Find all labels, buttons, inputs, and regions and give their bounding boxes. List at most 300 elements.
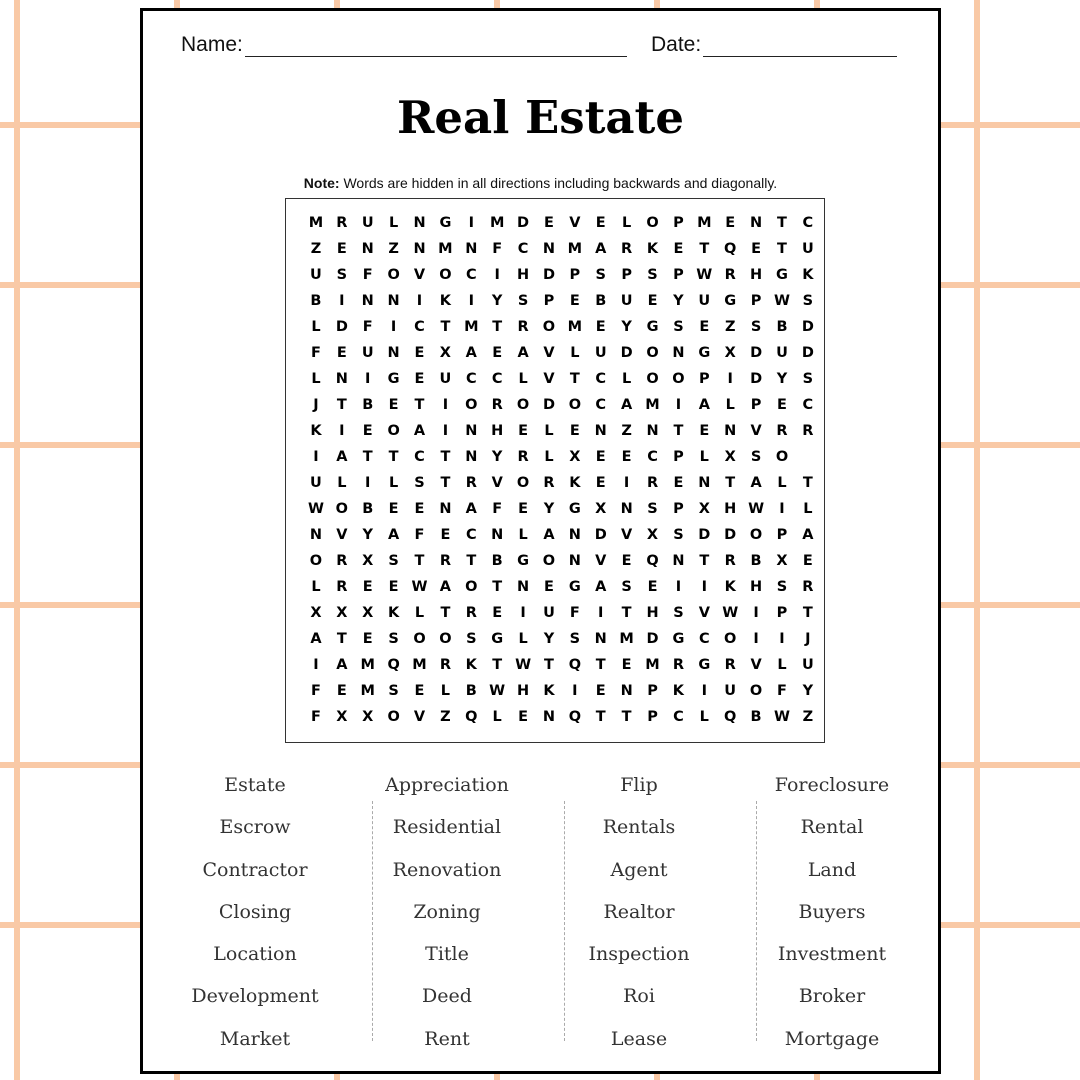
grid-letter[interactable]: N: [750, 215, 763, 231]
grid-letter[interactable]: T: [440, 319, 451, 335]
grid-letter[interactable]: X: [336, 709, 348, 725]
grid-letter[interactable]: S: [802, 293, 814, 309]
grid-letter[interactable]: I: [339, 423, 345, 439]
grid-letter[interactable]: E: [751, 241, 762, 257]
grid-letter[interactable]: D: [542, 397, 555, 413]
grid-letter[interactable]: P: [673, 267, 684, 283]
grid-letter[interactable]: O: [749, 683, 763, 699]
grid-letter[interactable]: T: [569, 371, 580, 387]
grid-letter[interactable]: O: [542, 319, 556, 335]
grid-letter[interactable]: A: [388, 527, 400, 543]
grid-letter[interactable]: X: [776, 553, 788, 569]
grid-letter[interactable]: U: [620, 293, 633, 309]
grid-letter[interactable]: N: [542, 241, 556, 257]
grid-letter[interactable]: D: [801, 345, 814, 361]
grid-letter[interactable]: Q: [387, 657, 400, 673]
grid-letter[interactable]: F: [492, 501, 503, 517]
grid-letter[interactable]: I: [494, 267, 500, 283]
grid-letter[interactable]: E: [777, 397, 787, 413]
grid-letter[interactable]: F: [492, 241, 503, 257]
grid-letter[interactable]: S: [673, 319, 684, 335]
name-blank-line[interactable]: [245, 34, 627, 57]
grid-letter[interactable]: I: [468, 215, 474, 231]
grid-letter[interactable]: S: [388, 683, 399, 699]
grid-letter[interactable]: Z: [802, 709, 814, 725]
grid-letter[interactable]: P: [647, 683, 658, 699]
grid-letter[interactable]: Q: [724, 241, 737, 257]
grid-letter[interactable]: P: [543, 293, 555, 309]
grid-letter[interactable]: W: [515, 657, 532, 673]
grid-letter[interactable]: E: [336, 683, 347, 699]
grid-letter[interactable]: T: [336, 397, 347, 413]
grid-letter[interactable]: O: [749, 527, 763, 543]
grid-letter[interactable]: X: [362, 605, 374, 621]
grid-letter[interactable]: R: [646, 475, 659, 491]
grid-letter[interactable]: E: [595, 683, 606, 699]
grid-letter[interactable]: B: [465, 683, 477, 699]
grid-letter[interactable]: E: [725, 215, 736, 231]
grid-letter[interactable]: M: [412, 657, 427, 673]
grid-letter[interactable]: L: [699, 449, 709, 465]
grid-letter[interactable]: S: [647, 267, 658, 283]
grid-letter[interactable]: Q: [568, 709, 582, 725]
grid-letter[interactable]: F: [362, 267, 373, 283]
grid-letter[interactable]: G: [491, 631, 504, 647]
grid-letter[interactable]: L: [518, 527, 528, 543]
grid-letter[interactable]: T: [595, 709, 606, 725]
grid-letter[interactable]: N: [646, 423, 659, 439]
grid-letter[interactable]: S: [569, 631, 581, 647]
grid-letter[interactable]: R: [543, 475, 555, 491]
grid-letter[interactable]: W: [411, 579, 428, 595]
grid-letter[interactable]: R: [491, 397, 503, 413]
grid-letter[interactable]: W: [722, 605, 739, 621]
grid-letter[interactable]: Y: [673, 293, 684, 309]
grid-letter[interactable]: I: [727, 371, 733, 387]
grid-letter[interactable]: E: [518, 423, 529, 439]
grid-letter[interactable]: T: [725, 475, 736, 491]
grid-letter[interactable]: R: [802, 423, 814, 439]
grid-letter[interactable]: T: [621, 605, 632, 621]
grid-letter[interactable]: V: [621, 527, 633, 543]
grid-letter[interactable]: I: [442, 397, 449, 413]
grid-letter[interactable]: I: [313, 657, 319, 673]
grid-letter[interactable]: E: [621, 449, 632, 465]
grid-letter[interactable]: F: [310, 683, 321, 699]
grid-letter[interactable]: L: [544, 449, 554, 465]
grid-letter[interactable]: R: [517, 319, 529, 335]
grid-letter[interactable]: N: [568, 553, 581, 569]
grid-letter[interactable]: A: [621, 397, 633, 413]
grid-letter[interactable]: H: [517, 683, 530, 699]
grid-letter[interactable]: O: [309, 553, 323, 569]
grid-letter[interactable]: N: [542, 709, 556, 725]
grid-letter[interactable]: C: [414, 449, 425, 465]
grid-letter[interactable]: V: [750, 657, 762, 673]
grid-letter[interactable]: L: [337, 475, 347, 491]
grid-letter[interactable]: G: [698, 657, 711, 673]
grid-letter[interactable]: H: [491, 423, 504, 439]
grid-letter[interactable]: N: [387, 293, 400, 309]
grid-letter[interactable]: K: [543, 683, 555, 699]
grid-letter[interactable]: L: [311, 579, 321, 595]
grid-letter[interactable]: A: [802, 527, 814, 543]
grid-letter[interactable]: O: [646, 371, 659, 387]
grid-letter[interactable]: F: [310, 709, 321, 725]
grid-letter[interactable]: E: [388, 501, 399, 517]
grid-letter[interactable]: E: [595, 319, 606, 335]
grid-letter[interactable]: K: [646, 241, 659, 257]
grid-letter[interactable]: D: [698, 527, 711, 543]
grid-letter[interactable]: B: [750, 709, 762, 725]
grid-letter[interactable]: T: [699, 553, 710, 569]
grid-letter[interactable]: N: [335, 371, 348, 387]
name-field[interactable]: [181, 33, 627, 57]
grid-letter[interactable]: W: [489, 683, 506, 699]
grid-letter[interactable]: O: [387, 423, 400, 439]
grid-letter[interactable]: V: [543, 371, 555, 387]
grid-letter[interactable]: A: [310, 631, 322, 647]
grid-letter[interactable]: T: [388, 449, 399, 465]
grid-letter[interactable]: T: [777, 215, 787, 231]
grid-letter[interactable]: R: [776, 423, 788, 439]
grid-letter[interactable]: L: [518, 631, 528, 647]
grid-letter[interactable]: B: [750, 553, 762, 569]
grid-letter[interactable]: I: [442, 423, 449, 439]
grid-letter[interactable]: P: [569, 267, 581, 283]
grid-letter[interactable]: [795, 444, 821, 470]
grid-letter[interactable]: M: [438, 241, 453, 257]
grid-letter[interactable]: L: [622, 215, 632, 231]
grid-letter[interactable]: A: [517, 345, 529, 361]
grid-letter[interactable]: U: [698, 293, 711, 309]
grid-letter[interactable]: E: [414, 345, 425, 361]
grid-letter[interactable]: Q: [646, 553, 659, 569]
grid-letter[interactable]: C: [465, 371, 477, 387]
grid-letter[interactable]: I: [701, 683, 707, 699]
grid-letter[interactable]: E: [647, 579, 658, 595]
grid-letter[interactable]: T: [362, 449, 373, 465]
grid-letter[interactable]: O: [646, 215, 659, 231]
grid-letter[interactable]: L: [311, 371, 321, 387]
grid-letter[interactable]: P: [673, 215, 684, 231]
grid-letter[interactable]: E: [492, 605, 503, 621]
grid-letter[interactable]: Z: [440, 709, 451, 725]
grid-letter[interactable]: D: [620, 345, 633, 361]
grid-letter[interactable]: Z: [388, 241, 399, 257]
grid-letter[interactable]: A: [698, 397, 710, 413]
grid-letter[interactable]: H: [724, 501, 737, 517]
grid-letter[interactable]: T: [673, 423, 684, 439]
grid-letter[interactable]: M: [360, 657, 375, 673]
grid-letter[interactable]: E: [647, 293, 658, 309]
grid-letter[interactable]: I: [779, 631, 785, 647]
grid-letter[interactable]: N: [698, 475, 711, 491]
grid-letter[interactable]: I: [753, 631, 759, 647]
grid-letter[interactable]: Y: [362, 527, 373, 543]
grid-letter[interactable]: O: [465, 397, 478, 413]
grid-letter[interactable]: E: [388, 397, 399, 413]
grid-letter[interactable]: Z: [724, 319, 736, 335]
grid-letter[interactable]: P: [673, 449, 684, 465]
grid-letter[interactable]: N: [594, 631, 607, 647]
grid-letter[interactable]: E: [414, 501, 425, 517]
grid-letter[interactable]: A: [595, 579, 607, 595]
grid-letter[interactable]: E: [336, 345, 347, 361]
grid-letter[interactable]: A: [543, 527, 555, 543]
grid-letter[interactable]: M: [645, 657, 660, 673]
grid-letter[interactable]: P: [776, 605, 788, 621]
grid-letter[interactable]: A: [465, 501, 477, 517]
grid-letter[interactable]: Q: [568, 657, 582, 673]
grid-letter[interactable]: C: [517, 241, 529, 257]
grid-letter[interactable]: X: [595, 501, 607, 517]
grid-letter[interactable]: Y: [543, 501, 555, 517]
grid-letter[interactable]: E: [388, 579, 399, 595]
grid-letter[interactable]: H: [750, 267, 763, 283]
grid-letter[interactable]: E: [362, 579, 373, 595]
grid-letter[interactable]: Y: [491, 449, 503, 465]
grid-letter[interactable]: V: [413, 267, 426, 283]
grid-letter[interactable]: D: [750, 371, 763, 387]
grid-letter[interactable]: S: [802, 371, 814, 387]
grid-letter[interactable]: F: [414, 527, 425, 543]
grid-letter[interactable]: I: [753, 605, 759, 621]
grid-letter[interactable]: N: [465, 423, 478, 439]
grid-letter[interactable]: J: [805, 631, 811, 647]
grid-letter[interactable]: E: [492, 345, 503, 361]
grid-letter[interactable]: M: [489, 215, 505, 231]
grid-letter[interactable]: K: [724, 579, 736, 595]
grid-letter[interactable]: A: [465, 345, 477, 361]
grid-letter[interactable]: C: [465, 527, 477, 543]
grid-letter[interactable]: I: [623, 475, 630, 491]
grid-letter[interactable]: L: [388, 215, 399, 231]
grid-letter[interactable]: R: [724, 657, 736, 673]
grid-letter[interactable]: M: [567, 241, 583, 257]
grid-letter[interactable]: E: [621, 657, 632, 673]
grid-letter[interactable]: O: [775, 449, 789, 465]
grid-letter[interactable]: B: [310, 293, 322, 309]
grid-letter[interactable]: E: [414, 683, 425, 699]
grid-letter[interactable]: D: [750, 345, 763, 361]
grid-letter[interactable]: U: [310, 267, 322, 283]
grid-letter[interactable]: W: [307, 501, 324, 517]
grid-letter[interactable]: N: [361, 241, 374, 257]
grid-letter[interactable]: S: [466, 631, 477, 647]
grid-letter[interactable]: A: [413, 423, 426, 439]
grid-letter[interactable]: I: [675, 397, 682, 413]
grid-letter[interactable]: G: [387, 371, 400, 387]
grid-letter[interactable]: O: [335, 501, 348, 517]
grid-letter[interactable]: U: [439, 371, 452, 387]
grid-letter[interactable]: V: [595, 553, 607, 569]
grid-letter[interactable]: E: [414, 371, 425, 387]
grid-letter[interactable]: R: [336, 215, 348, 231]
grid-letter[interactable]: S: [595, 267, 606, 283]
grid-letter[interactable]: T: [492, 657, 503, 673]
grid-letter[interactable]: V: [491, 475, 503, 491]
grid-letter[interactable]: V: [413, 709, 426, 725]
grid-letter[interactable]: X: [724, 345, 736, 361]
grid-letter[interactable]: M: [567, 319, 583, 335]
grid-letter[interactable]: L: [311, 319, 321, 335]
grid-letter[interactable]: U: [801, 657, 814, 673]
grid-letter[interactable]: U: [361, 345, 374, 361]
grid-letter[interactable]: L: [777, 475, 787, 491]
grid-letter[interactable]: H: [750, 579, 763, 595]
grid-letter[interactable]: G: [672, 631, 685, 647]
grid-letter[interactable]: H: [517, 267, 530, 283]
grid-letter[interactable]: P: [750, 293, 762, 309]
grid-letter[interactable]: I: [339, 293, 345, 309]
grid-letter[interactable]: G: [776, 267, 788, 283]
grid-letter[interactable]: S: [517, 293, 529, 309]
grid-letter[interactable]: G: [646, 319, 659, 335]
grid-letter[interactable]: E: [336, 241, 347, 257]
grid-letter[interactable]: O: [568, 397, 582, 413]
grid-letter[interactable]: R: [724, 553, 736, 569]
grid-letter[interactable]: N: [387, 345, 400, 361]
grid-letter[interactable]: B: [491, 553, 503, 569]
grid-letter[interactable]: N: [465, 241, 478, 257]
grid-letter[interactable]: U: [801, 241, 814, 257]
grid-letter[interactable]: K: [802, 267, 814, 283]
grid-letter[interactable]: G: [568, 501, 581, 517]
grid-letter[interactable]: S: [647, 501, 658, 517]
grid-letter[interactable]: T: [440, 475, 451, 491]
grid-letter[interactable]: G: [698, 345, 711, 361]
grid-letter[interactable]: E: [802, 553, 813, 569]
grid-letter[interactable]: V: [698, 605, 710, 621]
grid-letter[interactable]: T: [492, 579, 503, 595]
grid-letter[interactable]: X: [569, 449, 581, 465]
grid-letter[interactable]: I: [313, 449, 319, 465]
grid-letter[interactable]: N: [620, 501, 633, 517]
grid-letter[interactable]: E: [518, 501, 529, 517]
grid-letter[interactable]: T: [802, 605, 813, 621]
grid-letter[interactable]: K: [465, 657, 477, 673]
grid-letter[interactable]: R: [439, 657, 451, 673]
grid-letter[interactable]: Q: [724, 709, 737, 725]
grid-letter[interactable]: E: [595, 449, 606, 465]
grid-letter[interactable]: M: [619, 631, 634, 647]
grid-letter[interactable]: X: [310, 605, 322, 621]
grid-letter[interactable]: N: [620, 683, 633, 699]
grid-letter[interactable]: C: [673, 709, 684, 725]
grid-letter[interactable]: T: [777, 241, 787, 257]
grid-letter[interactable]: P: [673, 501, 684, 517]
grid-letter[interactable]: K: [310, 423, 322, 439]
grid-letter[interactable]: E: [673, 475, 684, 491]
grid-letter[interactable]: I: [416, 293, 423, 309]
grid-letter[interactable]: L: [440, 683, 451, 699]
grid-letter[interactable]: Q: [465, 709, 478, 725]
grid-letter[interactable]: S: [336, 267, 348, 283]
grid-letter[interactable]: C: [802, 397, 814, 413]
grid-letter[interactable]: U: [724, 683, 737, 699]
grid-letter[interactable]: O: [465, 579, 478, 595]
grid-letter[interactable]: O: [516, 397, 530, 413]
grid-letter[interactable]: D: [517, 215, 530, 231]
grid-letter[interactable]: C: [647, 449, 658, 465]
grid-letter[interactable]: Y: [802, 683, 814, 699]
grid-letter[interactable]: L: [518, 371, 528, 387]
grid-letter[interactable]: K: [439, 293, 452, 309]
grid-letter[interactable]: U: [543, 605, 555, 621]
grid-letter[interactable]: E: [362, 423, 373, 439]
grid-letter[interactable]: P: [698, 371, 710, 387]
grid-letter[interactable]: A: [336, 657, 348, 673]
grid-letter[interactable]: W: [773, 293, 790, 309]
grid-letter[interactable]: X: [336, 605, 348, 621]
grid-letter[interactable]: E: [440, 527, 451, 543]
grid-letter[interactable]: S: [673, 605, 684, 621]
grid-letter[interactable]: M: [697, 215, 712, 231]
grid-letter[interactable]: L: [570, 345, 580, 361]
grid-letter[interactable]: L: [388, 475, 399, 491]
grid-letter[interactable]: I: [675, 579, 682, 595]
grid-letter[interactable]: N: [724, 423, 737, 439]
grid-letter[interactable]: E: [595, 215, 606, 231]
grid-letter[interactable]: C: [802, 215, 814, 231]
grid-letter[interactable]: N: [491, 527, 504, 543]
grid-letter[interactable]: D: [801, 319, 814, 335]
grid-letter[interactable]: E: [518, 709, 529, 725]
grid-letter[interactable]: N: [413, 241, 426, 257]
grid-letter[interactable]: N: [413, 215, 426, 231]
grid-letter[interactable]: O: [439, 631, 452, 647]
grid-letter[interactable]: U: [361, 215, 374, 231]
grid-letter[interactable]: U: [594, 345, 607, 361]
grid-letter[interactable]: M: [645, 397, 660, 413]
grid-letter[interactable]: D: [542, 267, 555, 283]
grid-letter[interactable]: B: [362, 397, 374, 413]
grid-letter[interactable]: N: [568, 527, 581, 543]
grid-letter[interactable]: L: [492, 709, 502, 725]
grid-letter[interactable]: E: [362, 631, 373, 647]
grid-letter[interactable]: P: [647, 709, 658, 725]
grid-letter[interactable]: S: [388, 553, 399, 569]
grid-letter[interactable]: N: [594, 423, 607, 439]
grid-letter[interactable]: L: [544, 423, 554, 439]
grid-letter[interactable]: F: [569, 605, 580, 621]
grid-letter[interactable]: O: [646, 345, 659, 361]
grid-letter[interactable]: N: [439, 501, 452, 517]
grid-letter[interactable]: O: [413, 631, 426, 647]
grid-letter[interactable]: T: [440, 605, 451, 621]
grid-letter[interactable]: E: [699, 319, 710, 335]
grid-letter[interactable]: I: [468, 293, 474, 309]
grid-letter[interactable]: R: [336, 553, 348, 569]
grid-letter[interactable]: X: [439, 345, 451, 361]
grid-letter[interactable]: W: [773, 709, 790, 725]
grid-letter[interactable]: R: [336, 579, 348, 595]
grid-letter[interactable]: X: [646, 527, 659, 543]
grid-letter[interactable]: C: [414, 319, 425, 335]
grid-letter[interactable]: R: [724, 267, 736, 283]
grid-letter[interactable]: T: [440, 449, 451, 465]
grid-letter[interactable]: N: [517, 579, 530, 595]
grid-letter[interactable]: I: [572, 683, 578, 699]
grid-letter[interactable]: O: [516, 475, 530, 491]
grid-letter[interactable]: T: [414, 553, 425, 569]
grid-letter[interactable]: T: [336, 631, 347, 647]
grid-letter[interactable]: E: [544, 215, 554, 231]
grid-letter[interactable]: X: [362, 553, 374, 569]
grid-letter[interactable]: T: [492, 319, 503, 335]
grid-letter[interactable]: N: [672, 553, 685, 569]
